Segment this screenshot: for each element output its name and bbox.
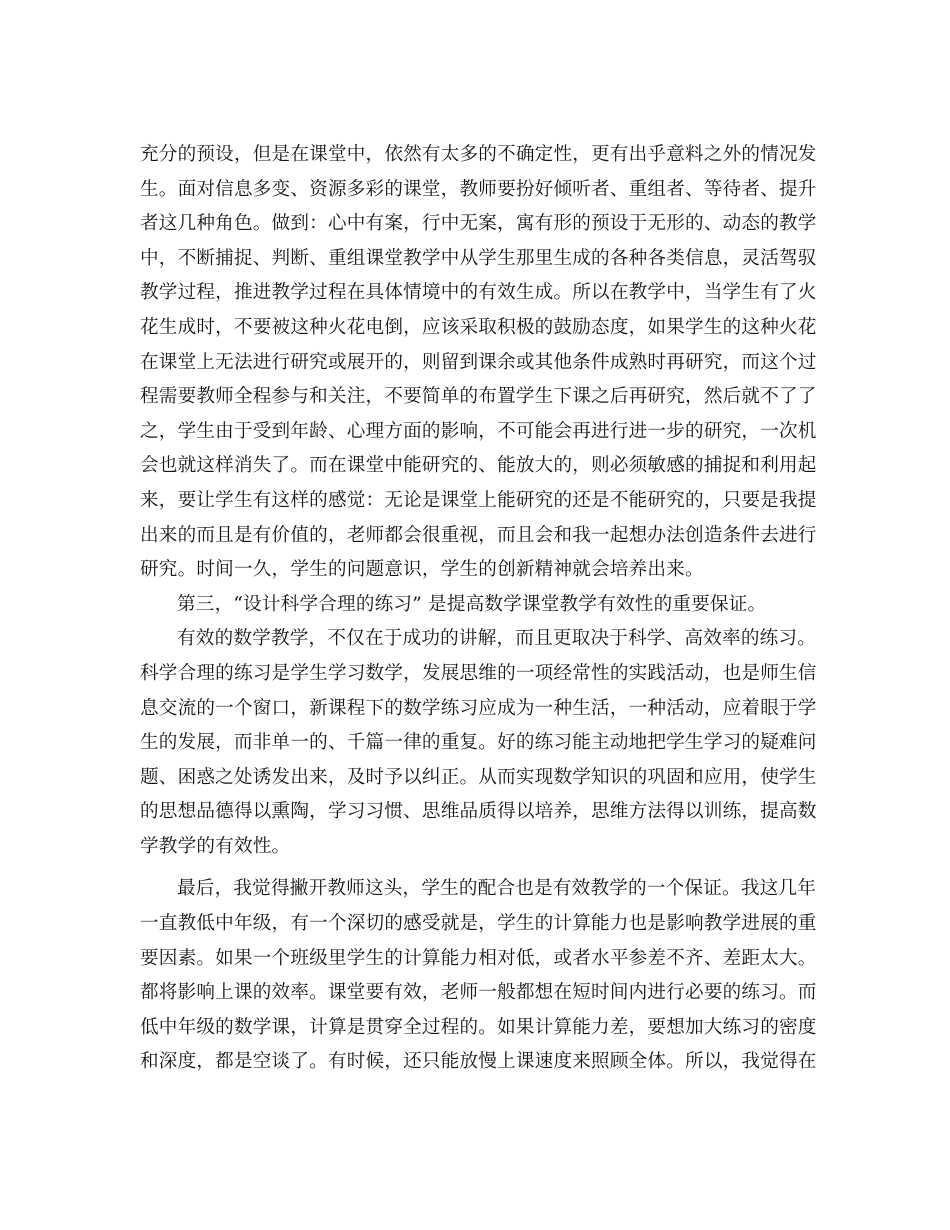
text-line: 学教学的有效性。: [140, 835, 291, 857]
text-line: 在课堂上无法进行研究或展开的，则留到课余或其他条件成熟时再研究，而这个过: [140, 351, 817, 373]
text-line: 最后，我觉得撇开教师这头，学生的配合也是有效教学的一个保证。我这几年: [177, 878, 816, 900]
text-line: 花生成时，不要被这种火花电倒，应该采取积极的鼓励态度，如果学生的这种火花: [140, 316, 817, 338]
text-line: 来，要让学生有这样的感觉：无论是课堂上能研究的还是不能研究的，只要是我提: [140, 489, 817, 511]
text-line: 低中年级的数学课，计算是贯穿全过程的。如果计算能力差，要想加大练习的密度: [140, 1016, 817, 1038]
text-line: 都将影响上课的效率。课堂要有效，老师一般都想在短时间内进行必要的练习。而: [140, 982, 817, 1004]
text-line: 充分的预设，但是在课堂中，依然有太多的不确定性，更有出乎意料之外的情况发: [140, 144, 817, 165]
text-line: 息交流的一个窗口，新课程下的数学练习应成为一种生活，一种活动，应着眼于学: [140, 697, 817, 719]
section-heading-line: 第三，“设计科学合理的练习” 是提高数学课堂教学有效性的重要保证。: [177, 593, 767, 615]
text-line: 题、困惑之处诱发出来，及时予以纠正。从而实现数学知识的巩固和应用，使学生: [140, 766, 817, 788]
text-line: 科学合理的练习是学生学习数学，发展思维的一项经常性的实践活动，也是师生信: [140, 662, 817, 684]
text-line: 和深度，都是空谈了。有时候，还只能放慢上课速度来照顾全体。所以，我觉得在: [140, 1051, 817, 1073]
text-line: 教学过程，推进教学过程在具体情境中的有效生成。所以在教学中，当学生有了火: [140, 282, 817, 304]
text-line: 要因素。如果一个班级里学生的计算能力相对低，或者水平参差不齐、差距太大。: [140, 947, 817, 969]
text-line: 者这几种角色。做到：心中有案，行中无案，寓有形的预设于无形的、动态的教学: [140, 213, 817, 235]
text-line: 中，不断捕捉、判断、重组课堂教学中从学生那里生成的各种各类信息，灵活驾驭: [140, 247, 817, 269]
text-line: 一直教低中年级，有一个深切的感受就是，学生的计算能力也是影响教学进展的重: [140, 913, 817, 935]
text-line: 程需要教师全程参与和关注，不要简单的布置学生下课之后再研究，然后就不了了: [140, 386, 817, 408]
text-line: 生。面对信息多变、资源多彩的课堂，教师要扮好倾听者、重组者、等待者、提升: [140, 178, 817, 200]
text-line: 有效的数学教学，不仅在于成功的讲解，而且更取决于科学、高效率的练习。: [177, 628, 816, 650]
text-line: 出来的而且是有价值的，老师都会很重视，而且会和我一起想办法创造条件去进行: [140, 524, 817, 546]
text-line: 研究。时间一久，学生的问题意识，学生的创新精神就会培养出来。: [140, 559, 704, 581]
text-line: 之，学生由于受到年龄、心理方面的影响，不可能会再进行进一步的研究，一次机: [140, 420, 817, 442]
text-line: 生的发展，而非单一的、千篇一律的重复。好的练习能主动地把学生学习的疑难问: [140, 732, 817, 754]
text-line: 会也就这样消失了。而在课堂中能研究的、能放大的，则必须敏感的捕捉和利用起: [140, 455, 817, 477]
body-text: [140, 138, 815, 1080]
text-line: 的思想品德得以熏陶，学习习惯、思维品质得以培养，思维方法得以训练，提高数: [140, 801, 817, 823]
